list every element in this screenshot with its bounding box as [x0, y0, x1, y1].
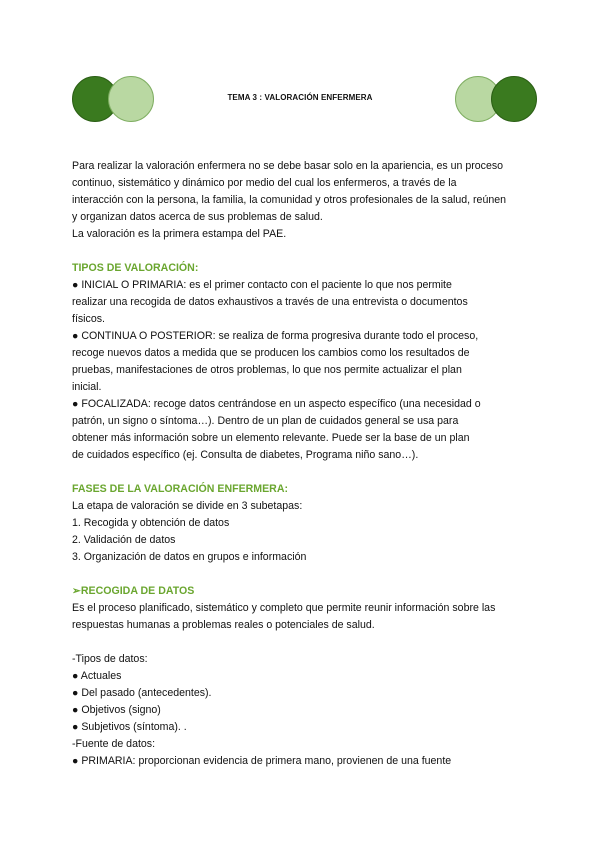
text-line: -Fuente de datos: [72, 738, 156, 750]
text-line: recoge nuevos datos a medida que se producen los cambios como los resultados de [72, 347, 470, 359]
list-item: ● Del pasado (antecedentes). [72, 687, 212, 699]
text-line: pruebas, manifestaciones de otros problemas, lo que nos permite actualizar el plan [72, 364, 462, 376]
intro-line: Para realizar la valoración enfermera no se debe basar solo en la apariencia, es un proceso [72, 160, 504, 172]
intro-line: continuo, sistemático y dinámico por medio del cual los enfermeros, a través de la [72, 177, 457, 189]
text-line: patrón, un signo o síntoma…). Dentro de un plan de cuidados general se usa para [72, 415, 459, 427]
section-heading-recogida [72, 583, 532, 600]
list-item: 3. Organización de datos en grupos e información [72, 551, 307, 563]
text-line: ● FOCALIZADA: recoge datos centrándose en un aspecto específico (una necesidad o [72, 398, 481, 410]
section-heading-fases: FASES DE LA VALORACIÓN ENFERMERA: [72, 483, 289, 495]
text-line: Es el proceso planificado, sistemático y completo que permite reunir información sobre las [72, 602, 496, 614]
intro-line: y organizan datos acerca de sus problemas de salud. [72, 211, 323, 223]
section-heading-tipos: TIPOS DE VALORACIÓN: [72, 262, 199, 274]
text-line: -Tipos de datos: [72, 653, 148, 665]
page-header [0, 0, 600, 140]
text-line: realizar una recogida de datos exhaustivos a través de una entrevista o documentos [72, 296, 468, 308]
document-body [72, 158, 532, 770]
intro-line: interacción con la persona, la familia, la comunidad y otros profesionales de la salud, reúnen [72, 194, 507, 206]
list-item: ● PRIMARIA: proporcionan evidencia de primera mano, provienen de una fuente [72, 755, 452, 767]
text-line: obtener más información sobre un elemento relevante. Puede ser la base de un plan [72, 432, 470, 444]
text-line: respuestas humanas a problemas reales o potenciales de salud. [72, 619, 375, 631]
text-line: físicos. [72, 313, 105, 325]
text-line: de cuidados específico (ej. Consulta de diabetes, Programa niño sano…). [72, 449, 419, 461]
list-item: 2. Validación de datos [72, 534, 176, 546]
text-line: ● INICIAL O PRIMARIA: es el primer contacto con el paciente lo que nos permite [72, 279, 452, 291]
list-item: ● Objetivos (signo) [72, 704, 161, 716]
dark-green-circle [491, 76, 537, 122]
intro-line: La valoración es la primera estampa del PAE. [72, 228, 287, 240]
header-title: TEMA 3 : VALORACIÓN ENFERMERA [227, 93, 373, 102]
right-circles-logo [455, 76, 535, 122]
text-line: ● CONTINUA O POSTERIOR: se realiza de forma progresiva durante todo el proceso, [72, 330, 479, 342]
text-line: inicial. [72, 381, 102, 393]
text-line: La etapa de valoración se divide en 3 subetapas: [72, 500, 303, 512]
list-item: ● Subjetivos (síntoma). . [72, 721, 187, 733]
list-item: 1. Recogida y obtención de datos [72, 517, 230, 529]
heading-text: RECOGIDA DE DATOS [80, 585, 195, 597]
arrow-icon: ➢ [72, 585, 81, 597]
list-item: ● Actuales [72, 670, 122, 682]
